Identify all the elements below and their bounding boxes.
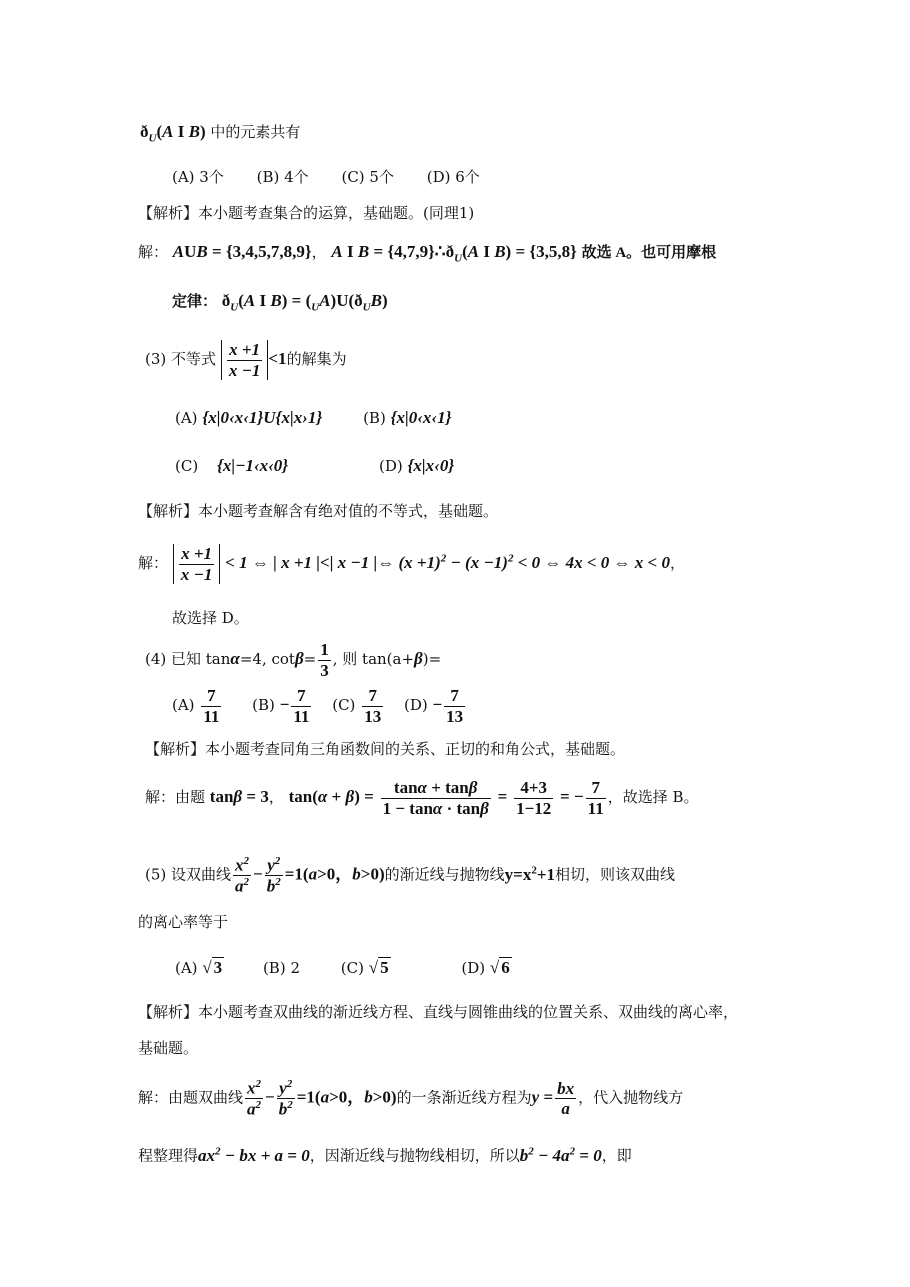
math-x2a2-b: $\frac{x^2}{a^2}$ <box>247 1078 262 1119</box>
q5-solution: 解：由题双曲线 $\frac{x^2}{a^2}$ − $\frac{y^2}{b^2}$ =1(a>0，b>0)的一条渐近线方程为y = $\frac{bx}{a}$ ，代入抛物线方 <box>138 1078 684 1119</box>
math-solution-chain: < 1 ⇔ | x +1 |<| x −1 |⇔ $(x +1)^2 - (x -1)^2 < 0$ ⇔ 4x < 0 ⇔ x < 0 <box>225 552 670 573</box>
q5-sol2-prefix: 程整理得 <box>138 1146 199 1165</box>
q3-options-cd <box>175 456 454 476</box>
q2-option-b: (B) 4个 <box>256 168 309 186</box>
q4-stem-prefix: (4) 已知 tan <box>145 650 231 669</box>
q3-option-b-math: {x|0‹x‹1} <box>390 408 452 427</box>
math-complement-expr: $ð_U(A$ I B) <box>140 122 206 145</box>
q2-solution-tail: 故选 A。也可用摩根 <box>581 245 717 261</box>
math-hyperbola-cond-b: =1(a>0，b>0) <box>296 1087 397 1107</box>
q5-option-c-label: (C) <box>340 959 364 977</box>
q4-options <box>172 686 467 726</box>
math-union: AUB = {3,4,5,7,8,9} <box>172 242 312 261</box>
q5-stem: (5) 设双曲线 $\frac{x^2}{a^2}$ − $\frac{y^2}{b^2}$ =1(a>0，b>0)的渐近线与抛物线$y=x^2+1$相切，则该双曲线 <box>145 855 676 896</box>
q2-stem-text: 中的元素共有 <box>210 123 301 141</box>
q3-stem-prefix: (3) 不等式 <box>145 350 217 369</box>
q5-stem-suffix: 相切，则该双曲线 <box>555 865 676 884</box>
q5-stem-line2: 的离心率等于 <box>138 913 229 931</box>
math-quadratic: $ax^2$ − bx + a = 0 <box>198 1145 310 1165</box>
math-demorgan: $ð_U(A$ I $B) = (_UA)U(ð_UB)$ <box>221 291 388 314</box>
math-asymptote: y = <box>531 1087 554 1107</box>
q3-solution: 解： $\frac{x +1}{x -1}$ < 1 ⇔ | x +1 |<| x −1 |⇔ $(x +1)^2 - (x -1)^2 < 0$ ⇔ 4x < 0 ⇔ x < 0， <box>138 544 686 584</box>
q3-option-d-label: (D) <box>378 457 403 475</box>
math-abs-fraction-2: $\frac{x +1}{x -1}$ <box>173 544 221 584</box>
math-sqrt5: √ 5 <box>368 958 389 977</box>
q5-sol2-suffix: ，即 <box>601 1146 632 1165</box>
math-7-11: $\frac{7}{11}$ <box>203 686 220 726</box>
math-beta-2: β <box>414 649 423 669</box>
q4-stem-mid2: = <box>303 650 317 669</box>
q2-options <box>172 168 480 186</box>
q4-stem-suffix: )= <box>422 650 442 669</box>
math-beta: β <box>294 649 304 669</box>
q4-option-b-label: (B) <box>252 696 275 715</box>
math-minus-b: − <box>279 695 290 715</box>
math-y2b2-b: $\frac{y^2}{b^2}$ <box>278 1078 293 1119</box>
q4-option-d-label: (D) <box>403 696 428 715</box>
q3-option-b-label: (B) <box>363 409 386 427</box>
q2-option-d: (D) 6个 <box>426 168 480 186</box>
q2-law <box>172 291 388 315</box>
q3-options-ab <box>175 408 452 428</box>
math-neg-7-13: $\frac{7}{13}$ <box>446 686 464 726</box>
q4-analysis: 【解析】本小题考查同角三角函数间的关系、正切的和角公式，基础题。 <box>145 740 626 758</box>
q4-solution-suffix: ，故选择 B。 <box>607 788 699 807</box>
q5-sol2-mid: ，因渐近线与抛物线相切，所以 <box>309 1146 520 1165</box>
q3-analysis: 【解析】本小题考查解含有绝对值的不等式，基础题。 <box>138 502 499 520</box>
math-tan-formula: $\frac{\tan\alpha + \tan\beta}{1 - \tan\alpha \cdot \tan\beta}$ <box>382 778 489 818</box>
q4-solution-prefix: 解：由题 <box>145 788 206 807</box>
math-x2a2: $\frac{x^2}{a^2}$ <box>235 855 250 896</box>
q4-option-a-label: (A) <box>172 696 195 715</box>
math-minus-d: − <box>432 695 443 715</box>
math-one-third: $\frac{1}{3}$ <box>320 640 329 680</box>
math-sqrt3: √ 3 <box>202 958 223 977</box>
math-bx-a: $\frac{bx}{a}$ <box>557 1078 575 1119</box>
q3-option-c-label: (C) <box>175 457 199 475</box>
q2-solution: 解： AUB = {3,4,5,7,8,9}， A I $B = \{4,7,9\}\therefore ð_U(A$ I B) = {3,5,8} 故选 A。也可用摩根 <box>138 242 717 265</box>
q4-stem-mid1: =4, cot <box>239 650 295 669</box>
q5-options <box>175 958 512 978</box>
math-lt-one: <1 <box>268 349 287 369</box>
q3-stem-suffix: 的解集为 <box>286 350 347 369</box>
math-parabola: $y=x^2+1$ <box>504 864 556 884</box>
q3-option-a-label: (A) <box>175 409 198 427</box>
q2-option-c: (C) 5个 <box>341 168 394 186</box>
q3-option-a-math: {x|0‹x‹1}U{x|x›1} <box>202 408 323 427</box>
q5-stem-mid: 的渐近线与抛物线 <box>384 865 505 884</box>
q3-stem <box>145 340 347 380</box>
math-4plus3: $\frac{4+3}{1-12}$ <box>516 778 552 818</box>
math-intersection: A I $B = \{4,7,9\}\therefore ð_U(A$ I B) = {3,5,8} <box>331 242 577 265</box>
q4-stem-mid3: , 则 tan(a+ <box>332 650 415 669</box>
math-tan-sum: tan(α + β) = <box>288 787 374 807</box>
q2-law-prefix: 定律： <box>172 294 218 310</box>
q3-solution-prefix: 解： <box>138 554 169 573</box>
math-y2b2: $\frac{y^2}{b^2}$ <box>266 855 281 896</box>
math-alpha: α <box>230 649 240 669</box>
math-hyperbola-cond: =1(a>0，b>0) <box>284 864 385 884</box>
q4-solution: 解：由题 tanβ = 3， tan(α + β) = $\frac{\tan\alpha + \tan\beta}{1 - \tan\alpha \cdot \tan\beta}$ = $\frac{4+3}{1-12}$ = − $\frac{7}{11}$ ，故选择 B。 <box>145 778 699 818</box>
q5-solution-line2 <box>138 1145 632 1166</box>
q2-stem <box>140 122 300 146</box>
q5-analysis-line2: 基础题。 <box>138 1039 199 1057</box>
math-tanbeta: tanβ = 3 <box>209 787 269 807</box>
q3-option-c-math: {x|−1‹x‹0} <box>216 456 289 475</box>
math-abs-fraction: $\frac{x +1}{x -1}$ <box>221 340 269 380</box>
q5-analysis-line1: 【解析】本小题考查双曲线的渐近线方程、直线与圆锥曲线的位置关系、双曲线的离心率， <box>138 1003 739 1021</box>
q5-stem-prefix: (5) 设双曲线 <box>145 865 232 884</box>
math-7-13: $\frac{7}{13}$ <box>364 686 382 726</box>
q5-option-b: (B) 2 <box>262 959 300 977</box>
q3-conclusion: 故选择 D。 <box>172 609 249 627</box>
q4-stem <box>145 640 441 680</box>
math-neg-7-11: $\frac{7}{11}$ <box>293 686 310 726</box>
q3-option-d-math: {x|x‹0} <box>407 456 455 475</box>
q5-sol-prefix: 解：由题双曲线 <box>138 1088 244 1107</box>
q2-solution-prefix: 解： <box>138 243 169 261</box>
q5-option-d-label: (D) <box>461 959 486 977</box>
q4-option-c-label: (C) <box>332 696 356 715</box>
q5-option-a-label: (A) <box>175 959 198 977</box>
math-discriminant: $b^2 - 4a^2 = 0$ <box>519 1145 602 1165</box>
math-result: $\frac{7}{11}$ <box>587 778 604 818</box>
q2-analysis: 【解析】本小题考查集合的运算，基础题。(同理1) <box>138 204 475 222</box>
q5-sol-suffix: ，代入抛物线方 <box>578 1088 684 1107</box>
q2-option-a: (A) 3个 <box>172 168 224 186</box>
math-sqrt6: √ 6 <box>489 958 510 977</box>
q5-sol-mid: 的一条渐近线方程为 <box>396 1088 532 1107</box>
